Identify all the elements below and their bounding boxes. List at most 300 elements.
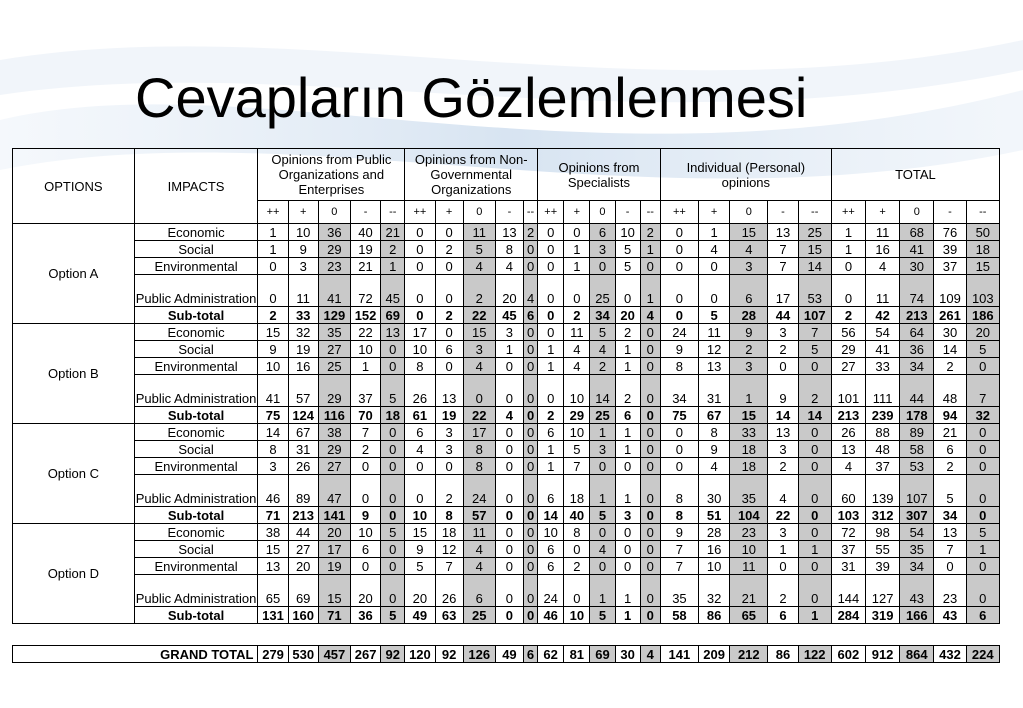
value-cell: 11 [866,275,900,307]
value-cell: 101 [831,375,865,407]
value-cell: 11 [463,524,495,541]
value-cell: 10 [699,558,730,575]
value-cell: 1 [966,541,999,558]
sign-header: + [564,201,590,224]
value-cell: 18 [381,407,405,424]
value-cell: 6 [538,558,564,575]
value-cell: 0 [405,307,435,324]
value-cell: 0 [660,275,698,307]
value-cell: 1 [590,475,615,507]
value-cell: 89 [900,424,934,441]
value-cell: 10 [564,375,590,407]
value-cell: 0 [640,424,660,441]
option-label: Option A [13,224,135,324]
value-cell: 19 [318,558,350,575]
value-cell: 68 [900,224,934,241]
value-cell: 20 [966,324,999,341]
value-cell: 4 [564,341,590,358]
table-row [13,441,1000,458]
table-row [13,258,1000,275]
group-header: Individual (Personal) opinions [660,149,831,201]
value-cell: 1 [495,341,523,358]
value-cell: 5 [934,475,966,507]
value-cell: 1 [564,241,590,258]
value-cell: 1 [730,375,768,407]
value-cell: 20 [405,575,435,607]
value-cell: 27 [831,358,865,375]
value-cell: 3 [768,524,798,541]
results-table [12,148,1000,624]
value-cell: 4 [495,258,523,275]
value-cell: 44 [900,375,934,407]
value-cell: 1 [699,224,730,241]
value-cell: 0 [699,275,730,307]
value-cell: 0 [463,375,495,407]
value-cell: 3 [435,424,463,441]
value-cell: 20 [318,524,350,541]
value-cell: 178 [900,407,934,424]
value-cell: 0 [564,275,590,307]
value-cell: 0 [538,324,564,341]
value-cell: 13 [831,441,865,458]
value-cell: 18 [730,441,768,458]
value-cell: 5 [966,341,999,358]
group-header: TOTAL [831,149,999,201]
value-cell: 23 [318,258,350,275]
table-row [13,307,1000,324]
value-cell: 7 [350,424,380,441]
value-cell: 0 [660,441,698,458]
grand-total-value: 120 [405,646,435,663]
value-cell: 88 [866,424,900,441]
grand-total-value: 279 [258,646,288,663]
options-header: OPTIONS [13,149,135,224]
value-cell: 1 [590,575,615,607]
value-cell: 9 [405,541,435,558]
value-cell: 8 [405,358,435,375]
grand-total-value: 141 [660,646,698,663]
value-cell: 2 [768,341,798,358]
value-cell: 0 [381,358,405,375]
value-cell: 0 [640,324,660,341]
value-cell: 4 [405,441,435,458]
value-cell: 29 [318,441,350,458]
value-cell: 5 [381,375,405,407]
value-cell: 6 [405,424,435,441]
value-cell: 53 [798,275,831,307]
value-cell: 0 [381,541,405,558]
value-cell: 319 [866,607,900,624]
value-cell: 33 [288,307,318,324]
value-cell: 58 [660,607,698,624]
value-cell: 0 [660,307,698,324]
value-cell: 9 [288,241,318,258]
value-cell: 1 [564,258,590,275]
value-cell: 41 [318,275,350,307]
value-cell: 1 [640,275,660,307]
value-cell: 49 [405,607,435,624]
value-cell: 63 [435,607,463,624]
value-cell: 15 [798,241,831,258]
value-cell: 21 [381,224,405,241]
value-cell: 0 [495,358,523,375]
value-cell: 2 [934,358,966,375]
value-cell: 13 [768,424,798,441]
value-cell: 24 [660,324,698,341]
value-cell: 71 [258,507,288,524]
value-cell: 67 [699,407,730,424]
value-cell: 1 [615,607,640,624]
value-cell: 33 [866,358,900,375]
value-cell: 103 [831,507,865,524]
value-cell: 8 [463,441,495,458]
value-cell: 1 [615,424,640,441]
value-cell: 41 [900,241,934,258]
value-cell: 2 [615,375,640,407]
value-cell: 0 [350,475,380,507]
value-cell: 33 [730,424,768,441]
sign-header: 0 [590,201,615,224]
value-cell: 1 [381,258,405,275]
value-cell: 124 [288,407,318,424]
value-cell: 13 [435,375,463,407]
value-cell: 20 [615,307,640,324]
value-cell: 48 [934,375,966,407]
group-header: Opinions from Public Organizations and Enterprises [258,149,405,201]
value-cell: 0 [831,275,865,307]
sign-header: - [350,201,380,224]
value-cell: 44 [768,307,798,324]
value-cell: 0 [524,324,538,341]
value-cell: 2 [798,375,831,407]
value-cell: 0 [564,224,590,241]
value-cell: 13 [258,558,288,575]
value-cell: 37 [866,458,900,475]
value-cell: 104 [730,507,768,524]
value-cell: 0 [590,524,615,541]
value-cell: 56 [831,324,865,341]
value-cell: 5 [798,341,831,358]
value-cell: 0 [538,224,564,241]
value-cell: 1 [615,475,640,507]
value-cell: 50 [966,224,999,241]
value-cell: 41 [866,341,900,358]
value-cell: 141 [318,507,350,524]
value-cell: 17 [318,541,350,558]
impact-label: Social [134,341,258,358]
value-cell: 11 [699,324,730,341]
value-cell: 16 [866,241,900,258]
value-cell: 0 [495,424,523,441]
value-cell: 1 [350,358,380,375]
value-cell: 67 [288,424,318,441]
value-cell: 0 [524,458,538,475]
value-cell: 2 [640,224,660,241]
value-cell: 0 [640,458,660,475]
value-cell: 213 [831,407,865,424]
value-cell: 69 [288,575,318,607]
impact-label: Economic [134,524,258,541]
impact-label: Sub-total [134,307,258,324]
value-cell: 8 [660,507,698,524]
table-row [13,607,1000,624]
value-cell: 51 [699,507,730,524]
grand-total-value: 912 [865,646,899,663]
value-cell: 72 [350,275,380,307]
value-cell: 0 [640,475,660,507]
value-cell: 0 [258,258,288,275]
value-cell: 15 [258,324,288,341]
value-cell: 34 [660,375,698,407]
value-cell: 9 [350,507,380,524]
grand-total-value: 212 [730,646,768,663]
value-cell: 28 [699,524,730,541]
value-cell: 6 [463,575,495,607]
value-cell: 34 [934,507,966,524]
value-cell: 37 [934,258,966,275]
value-cell: 0 [350,458,380,475]
value-cell: 4 [699,458,730,475]
value-cell: 0 [640,607,660,624]
value-cell: 30 [934,324,966,341]
value-cell: 9 [258,341,288,358]
table-row [13,507,1000,524]
grand-total-value: 432 [934,646,966,663]
value-cell: 109 [934,275,966,307]
value-cell: 17 [463,424,495,441]
value-cell: 13 [495,224,523,241]
value-cell: 0 [435,224,463,241]
value-cell: 23 [730,524,768,541]
value-cell: 4 [463,258,495,275]
option-label: Option D [13,524,135,624]
value-cell: 127 [866,575,900,607]
value-cell: 0 [405,458,435,475]
value-cell: 0 [381,475,405,507]
value-cell: 160 [288,607,318,624]
value-cell: 15 [730,407,768,424]
value-cell: 0 [640,258,660,275]
value-cell: 37 [831,541,865,558]
value-cell: 6 [730,275,768,307]
impact-label: Public Administration [134,375,258,407]
value-cell: 0 [640,541,660,558]
value-cell: 0 [524,258,538,275]
value-cell: 75 [258,407,288,424]
value-cell: 94 [934,407,966,424]
value-cell: 3 [615,507,640,524]
value-cell: 23 [934,575,966,607]
value-cell: 0 [524,524,538,541]
value-cell: 5 [699,307,730,324]
grand-total-value: 49 [495,646,523,663]
value-cell: 0 [640,375,660,407]
impact-label: Environmental [134,358,258,375]
value-cell: 35 [900,541,934,558]
value-cell: 35 [730,475,768,507]
value-cell: 6 [615,407,640,424]
value-cell: 0 [798,358,831,375]
value-cell: 5 [590,607,615,624]
value-cell: 4 [463,541,495,558]
value-cell: 1 [258,224,288,241]
value-cell: 0 [660,458,698,475]
value-cell: 16 [699,541,730,558]
value-cell: 48 [866,441,900,458]
value-cell: 5 [405,558,435,575]
value-cell: 0 [798,458,831,475]
value-cell: 0 [966,441,999,458]
sign-header: 0 [463,201,495,224]
value-cell: 0 [435,258,463,275]
value-cell: 3 [730,258,768,275]
value-cell: 2 [831,307,865,324]
value-cell: 0 [405,241,435,258]
value-cell: 36 [350,607,380,624]
table-row [13,558,1000,575]
grand-total-value: 530 [288,646,318,663]
value-cell: 107 [798,307,831,324]
sign-header: ++ [258,201,288,224]
value-cell: 2 [435,475,463,507]
table-row [13,324,1000,341]
value-cell: 53 [900,458,934,475]
impact-label: Public Administration [134,475,258,507]
group-header: Opinions from Non-Governmental Organizations [405,149,538,201]
value-cell: 0 [564,541,590,558]
grand-total-value: 209 [699,646,730,663]
value-cell: 103 [966,275,999,307]
value-cell: 18 [730,458,768,475]
value-cell: 0 [524,441,538,458]
value-cell: 0 [768,558,798,575]
value-cell: 14 [768,407,798,424]
value-cell: 0 [495,375,523,407]
value-cell: 0 [381,424,405,441]
value-cell: 0 [798,524,831,541]
value-cell: 0 [640,407,660,424]
grand-total-value: 30 [615,646,640,663]
impact-label: Economic [134,224,258,241]
value-cell: 1 [538,441,564,458]
value-cell: 58 [900,441,934,458]
value-cell: 5 [615,241,640,258]
value-cell: 1 [615,341,640,358]
value-cell: 32 [699,575,730,607]
option-label: Option B [13,324,135,424]
value-cell: 0 [966,424,999,441]
table-row [13,224,1000,241]
sign-header: ++ [660,201,698,224]
value-cell: 17 [768,275,798,307]
grand-total-value: 224 [966,646,999,663]
impact-label: Economic [134,324,258,341]
grand-total-value: 864 [900,646,934,663]
value-cell: 11 [463,224,495,241]
value-cell: 2 [768,575,798,607]
table-row [13,424,1000,441]
value-cell: 0 [495,541,523,558]
value-cell: 6 [435,341,463,358]
value-cell: 37 [350,375,380,407]
grand-total-value: 457 [318,646,350,663]
value-cell: 11 [564,324,590,341]
sign-header: -- [381,201,405,224]
value-cell: 15 [405,524,435,541]
value-cell: 18 [564,475,590,507]
value-cell: 0 [435,324,463,341]
value-cell: 3 [258,458,288,475]
value-cell: 54 [900,524,934,541]
table-row [13,575,1000,607]
value-cell: 284 [831,607,865,624]
value-cell: 1 [590,424,615,441]
value-cell: 32 [288,324,318,341]
sign-header: 0 [900,201,934,224]
value-cell: 0 [966,475,999,507]
value-cell: 4 [590,541,615,558]
value-cell: 26 [435,575,463,607]
value-cell: 2 [350,441,380,458]
value-cell: 7 [660,541,698,558]
value-cell: 14 [590,375,615,407]
value-cell: 13 [768,224,798,241]
impact-label: Sub-total [134,507,258,524]
value-cell: 3 [463,341,495,358]
value-cell: 8 [699,424,730,441]
page-title: Cevapların Gözlemlenmesi [135,66,808,129]
value-cell: 0 [381,441,405,458]
value-cell: 10 [405,341,435,358]
value-cell: 0 [495,524,523,541]
value-cell: 5 [381,524,405,541]
value-cell: 107 [900,475,934,507]
value-cell: 29 [564,407,590,424]
value-cell: 74 [900,275,934,307]
value-cell: 14 [538,507,564,524]
table-row [13,524,1000,541]
impact-label: Public Administration [134,275,258,307]
value-cell: 13 [934,524,966,541]
table-row [13,407,1000,424]
value-cell: 0 [615,558,640,575]
value-cell: 1 [640,241,660,258]
value-cell: 4 [524,275,538,307]
value-cell: 11 [730,558,768,575]
value-cell: 0 [435,458,463,475]
value-cell: 4 [768,475,798,507]
value-cell: 111 [866,375,900,407]
value-cell: 0 [640,524,660,541]
value-cell: 1 [538,341,564,358]
value-cell: 3 [768,324,798,341]
value-cell: 0 [640,341,660,358]
value-cell: 0 [660,241,698,258]
value-cell: 10 [564,607,590,624]
value-cell: 0 [524,507,538,524]
value-cell: 2 [934,458,966,475]
table-row [13,458,1000,475]
value-cell: 10 [288,224,318,241]
value-cell: 4 [730,241,768,258]
value-cell: 0 [524,475,538,507]
value-cell: 40 [350,224,380,241]
value-cell: 5 [615,258,640,275]
value-cell: 15 [966,258,999,275]
value-cell: 0 [381,575,405,607]
value-cell: 0 [564,575,590,607]
value-cell: 0 [524,575,538,607]
